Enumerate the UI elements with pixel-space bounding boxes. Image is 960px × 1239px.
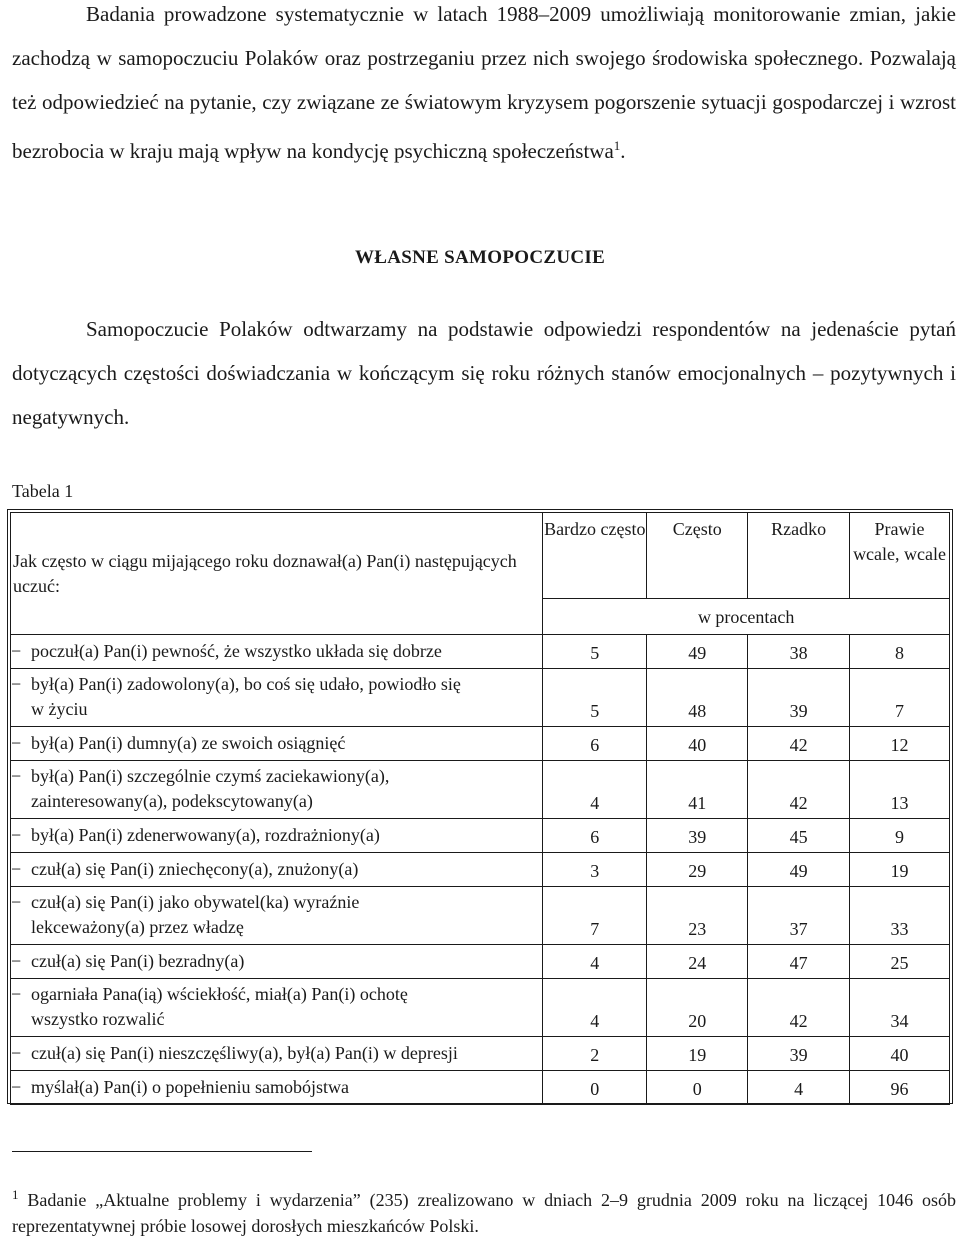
row-label-line1: czuł(a) się Pan(i) nieszczęśliwy(a), był(a) Pan(i) w depresji <box>31 1043 458 1063</box>
row-label <box>11 761 543 819</box>
cell-almost-never: 40 <box>850 1037 950 1071</box>
cell-rarely: 47 <box>748 945 850 979</box>
footnote-mark: 1 <box>12 1187 19 1202</box>
table-row <box>11 979 950 1037</box>
row-label-line1: ogarniała Pana(ią) wściekłość, miał(a) Pan(i) ochotę <box>31 984 408 1004</box>
cell-very-often: 2 <box>543 1037 647 1071</box>
row-label-line1: czuł(a) się Pan(i) zniechęcony(a), znużony(a) <box>31 859 359 879</box>
cell-rarely: 39 <box>748 1037 850 1071</box>
data-table <box>10 512 950 1105</box>
intro-paragraph <box>12 0 956 173</box>
cell-rarely: 49 <box>748 853 850 887</box>
table-row <box>11 945 950 979</box>
row-label-line1: myślał(a) Pan(i) o popełnieniu samobójstwa <box>31 1077 349 1097</box>
cell-rarely: 42 <box>748 979 850 1037</box>
row-label <box>11 887 543 945</box>
row-label-line1: był(a) Pan(i) szczególnie czymś zaciekawiony(a), <box>31 766 390 786</box>
table-row <box>11 727 950 761</box>
row-label <box>11 1071 543 1105</box>
table-row <box>11 819 950 853</box>
cell-very-often: 4 <box>543 945 647 979</box>
row-label-line1: był(a) Pan(i) dumny(a) ze swoich osiągnięć <box>31 733 346 753</box>
table-row <box>11 1071 950 1105</box>
cell-often: 39 <box>647 819 748 853</box>
cell-often: 0 <box>647 1071 748 1105</box>
cell-very-often: 4 <box>543 979 647 1037</box>
row-label-line1: był(a) Pan(i) zadowolony(a), bo coś się udało, powiodło się <box>31 674 461 694</box>
section-heading: WŁASNE SAMOPOCZUCIE <box>354 247 606 268</box>
row-dash: − <box>11 951 22 971</box>
cell-rarely: 42 <box>748 727 850 761</box>
row-label <box>11 945 543 979</box>
cell-almost-never: 8 <box>850 635 950 669</box>
row-label-line1: poczuł(a) Pan(i) pewność, że wszystko układa się dobrze <box>31 641 442 661</box>
intro-text: Badania prowadzone systematycznie w latach 1988–2009 umożliwiają monitorowanie zmian, jakie zachodzą w samopoczuciu Polaków oraz postrzeganiu przez nich swojego środowiska społecznego. Pozwalają też odpowiedzieć na pytanie, czy związane ze światowym kryzysem pogorszenie sytuacji gospodarczej i wzrost bezrobocia w kraju mają wpływ na kondycję psychiczną społeczeństwa <box>12 2 956 163</box>
row-dash: − <box>11 892 22 912</box>
row-dash: − <box>11 1077 22 1097</box>
table-row <box>11 887 950 945</box>
cell-almost-never: 13 <box>850 761 950 819</box>
row-label-line2: w życiu <box>31 699 88 719</box>
row-label-line2: zainteresowany(a), podekscytowany(a) <box>31 791 313 811</box>
cell-very-often: 5 <box>543 669 647 727</box>
row-label-line1: czuł(a) się Pan(i) jako obywatel(ka) wyraźnie <box>31 892 360 912</box>
cell-very-often: 0 <box>543 1071 647 1105</box>
cell-almost-never: 19 <box>850 853 950 887</box>
col-header-almost-never: Prawie wcale, wcale <box>850 513 950 599</box>
question-header: Jak często w ciągu mijającego roku doznawał(a) Pan(i) następujących uczuć: <box>11 513 543 635</box>
row-dash: − <box>11 984 22 1004</box>
cell-often: 48 <box>647 669 748 727</box>
cell-often: 23 <box>647 887 748 945</box>
row-label <box>11 819 543 853</box>
cell-almost-never: 12 <box>850 727 950 761</box>
row-dash: − <box>11 825 22 845</box>
row-label <box>11 727 543 761</box>
cell-often: 40 <box>647 727 748 761</box>
cell-often: 49 <box>647 635 748 669</box>
col-header-very-often: Bardzo często <box>543 513 647 599</box>
section-paragraph <box>12 307 956 439</box>
cell-rarely: 37 <box>748 887 850 945</box>
row-dash: − <box>11 859 22 879</box>
cell-almost-never: 96 <box>850 1071 950 1105</box>
intro-end: . <box>620 139 626 163</box>
row-dash: − <box>11 1043 22 1063</box>
cell-very-often: 3 <box>543 853 647 887</box>
row-label <box>11 669 543 727</box>
unit-header: w procentach <box>543 599 950 635</box>
cell-very-often: 7 <box>543 887 647 945</box>
row-dash: − <box>11 674 22 694</box>
table-row <box>11 853 950 887</box>
cell-often: 41 <box>647 761 748 819</box>
row-label <box>11 635 543 669</box>
table-row <box>11 635 950 669</box>
table-caption: Tabela 1 <box>12 481 74 501</box>
col-header-rarely: Rzadko <box>748 513 850 599</box>
cell-rarely: 45 <box>748 819 850 853</box>
footnote-text: Badanie „Aktualne problemy i wydarzenia” (235) zrealizowano w dniach 2–9 grudnia 2009 roku na liczącej 1046 osób reprezentatywnej próbie losowej dorosłych mieszkańców Polski. <box>12 1190 957 1236</box>
cell-often: 20 <box>647 979 748 1037</box>
cell-almost-never: 34 <box>850 979 950 1037</box>
row-label-line1: był(a) Pan(i) zdenerwowany(a), rozdrażniony(a) <box>31 825 380 845</box>
footnote-ref[interactable]: 1 <box>613 138 621 153</box>
cell-very-often: 6 <box>543 727 647 761</box>
cell-very-often: 6 <box>543 819 647 853</box>
cell-very-often: 5 <box>543 635 647 669</box>
row-dash: − <box>11 733 22 753</box>
table-row <box>11 761 950 819</box>
cell-rarely: 38 <box>748 635 850 669</box>
col-header-often: Często <box>647 513 748 599</box>
footnote <box>12 1182 956 1239</box>
row-label <box>11 1037 543 1071</box>
cell-often: 29 <box>647 853 748 887</box>
cell-rarely: 4 <box>748 1071 850 1105</box>
cell-often: 24 <box>647 945 748 979</box>
cell-almost-never: 33 <box>850 887 950 945</box>
cell-almost-never: 9 <box>850 819 950 853</box>
cell-often: 19 <box>647 1037 748 1071</box>
section-text: Samopoczucie Polaków odtwarzamy na podstawie odpowiedzi respondentów na jedenaście pytań dotyczących częstości doświadczania w kończącym się roku różnych stanów emocjonalnych – pozytywnych i negatywnych. <box>12 317 956 429</box>
footnote-separator <box>12 1151 312 1152</box>
cell-almost-never: 7 <box>850 669 950 727</box>
row-label-line1: czuł(a) się Pan(i) bezradny(a) <box>31 951 245 971</box>
cell-very-often: 4 <box>543 761 647 819</box>
cell-rarely: 42 <box>748 761 850 819</box>
row-label-line2: lekceważony(a) przez władzę <box>31 917 244 937</box>
row-label <box>11 979 543 1037</box>
table-row <box>11 669 950 727</box>
row-label-line2: wszystko rozwalić <box>31 1009 165 1029</box>
table-row <box>11 1037 950 1071</box>
cell-almost-never: 25 <box>850 945 950 979</box>
row-dash: − <box>11 766 22 786</box>
row-label <box>11 853 543 887</box>
row-dash: − <box>11 641 22 661</box>
cell-rarely: 39 <box>748 669 850 727</box>
